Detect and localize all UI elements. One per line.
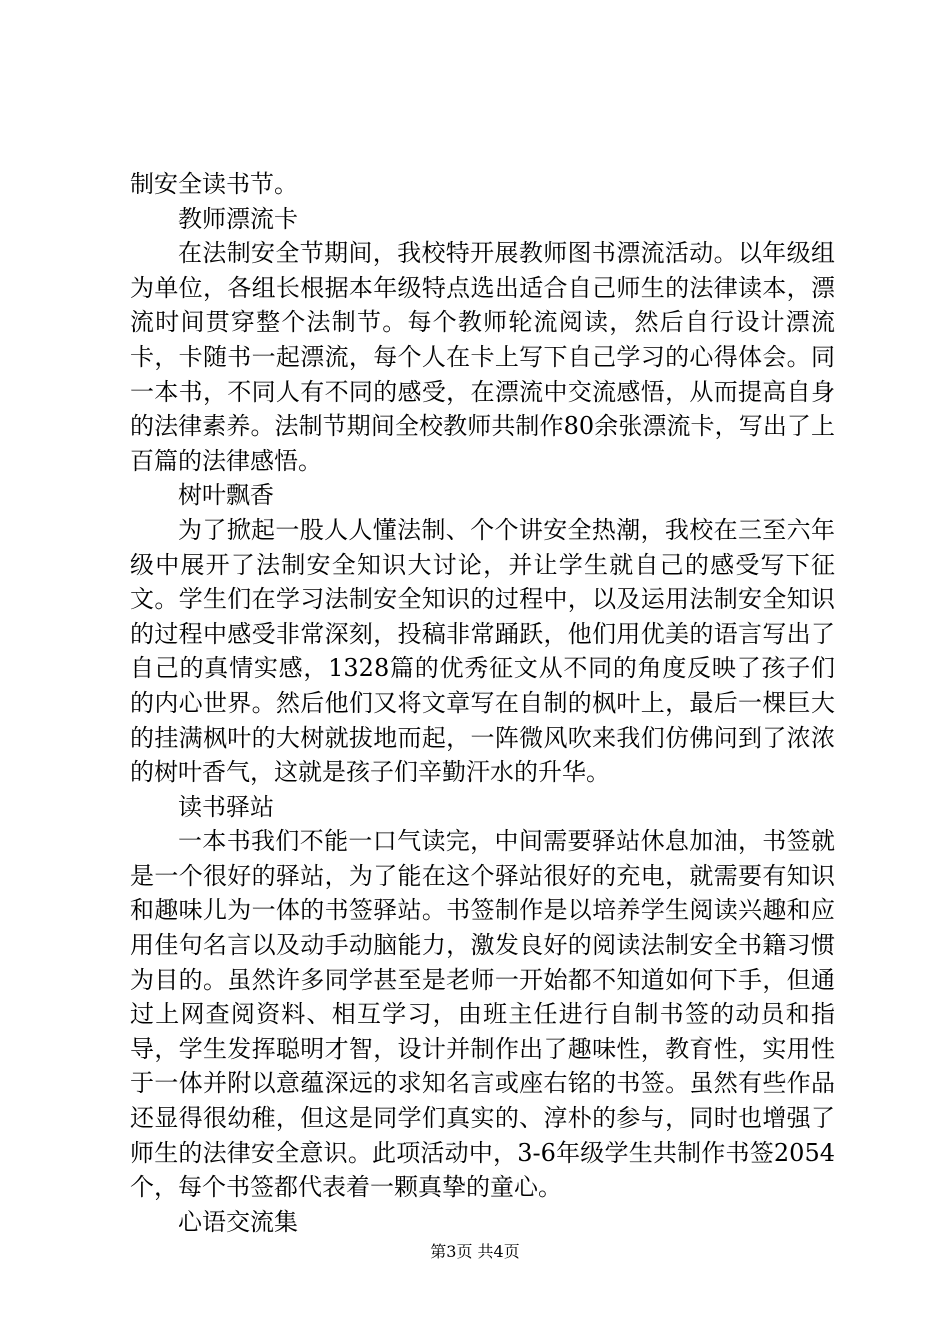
page-footer bbox=[0, 1242, 950, 1262]
paragraph-reading-station: 一本书我们不能一口气读完，中间需要驿站休息加油，书签就是一个很好的驿站，为了能在这个驿站很好的充电，就需要有知识和趣味儿为一体的书签驿站。书签制作是以培养学生阅读兴趣和应用佳句名言以及动手动脑能力，激发良好的阅读法制安全书籍习惯为目的。虽然许多同学甚至是老师一开始都不知道如何下手，但通过上网查阅资料、相互学习，由班主任进行自制书签的动员和指导，学生发挥聪明才智，设计并制作出了趣味性，教育性，实用性于一体并附以意蕴深远的求知名言或座右铭的书签。虽然有些作品还显得很幼稚，但这是同学们真实的、淳朴的参与，同时也增强了师生的法律安全意识。此项活动中，3-6年级学生共制作书签2054个，每个书签都代表着一颗真挚的童心。 bbox=[130, 827, 835, 1202]
paragraph-teacher-drift-card: 在法制安全节期间，我校特开展教师图书漂流活动。以年级组为单位，各组长根据本年级特点选出适合自己师生的法律读本，漂流时间贯穿整个法制节。每个教师轮流阅读，然后自行设计漂流卡，卡随书一起漂流，每个人在卡上写下自己学习的心得体会。同一本书，不同人有不同的感受，在漂流中交流感悟，从而提高自身的法律素养。法制节期间全校教师共制作80余张漂流卡，写出了上百篇的法律感悟。 bbox=[130, 239, 835, 475]
paragraph-continuation: 制安全读书节。 bbox=[130, 170, 298, 198]
section-heading-reading-station: 读书驿站 bbox=[178, 792, 274, 821]
section-heading-heart-words: 心语交流集 bbox=[178, 1207, 298, 1236]
section-heading-teacher-drift-card: 教师漂流卡 bbox=[178, 204, 298, 233]
paragraph-leaf-fragrance: 为了掀起一股人人懂法制、个个讲安全热潮，我校在三至六年级中展开了法制安全知识大讨论，并让学生就自己的感受写下征文。学生们在学习法制安全知识的过程中，以及运用法制安全知识的过程中感受非常深刻，投稿非常踊跃，他们用优美的语言写出了自己的真情实感，1328篇的优秀征文从不同的角度反映了孩子们的内心世界。然后他们又将文章写在自制的枫叶上，最后一棵巨大的挂满枫叶的大树就拔地而起，一阵微风吹来我们仿佛问到了浓浓的树叶香气，这就是孩子们辛勤汗水的升华。 bbox=[130, 515, 835, 787]
document-body bbox=[130, 167, 835, 1239]
section-heading-leaf-fragrance: 树叶飘香 bbox=[178, 481, 274, 510]
page-number: 第3页 共4页 bbox=[430, 1242, 520, 1261]
